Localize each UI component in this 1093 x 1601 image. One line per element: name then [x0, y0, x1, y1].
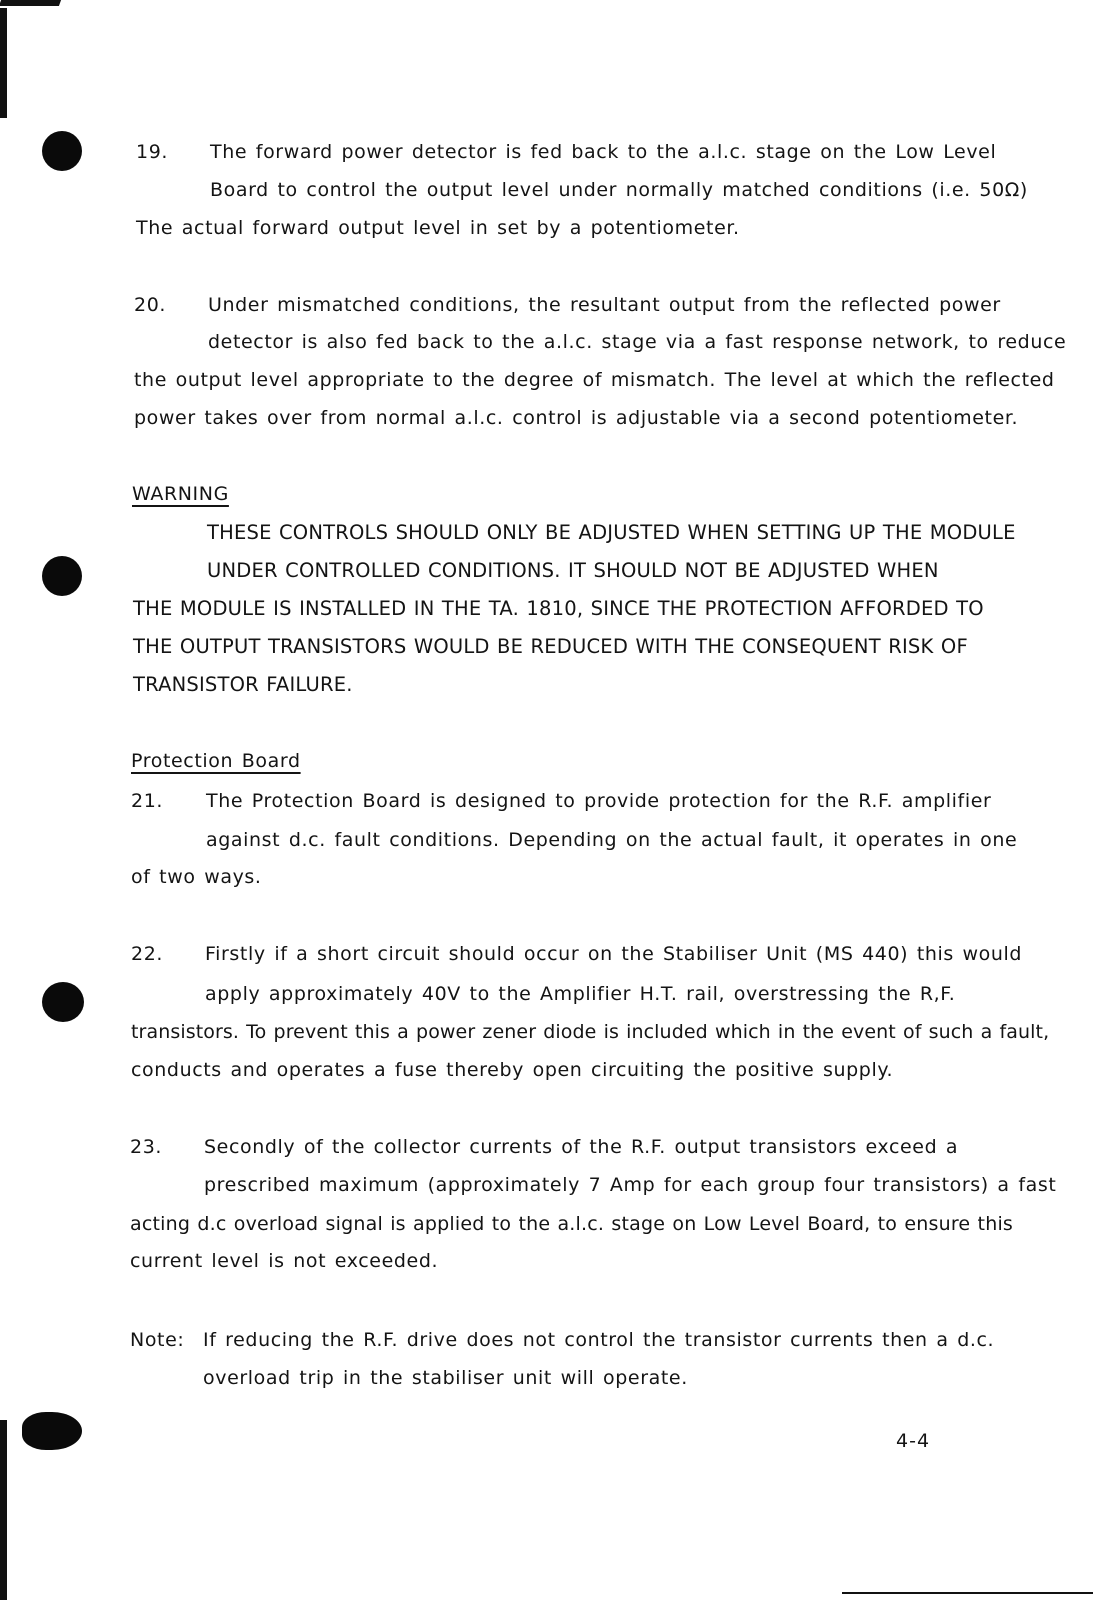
- paragraph-23-line-3: acting d.c overload signal is applied to the a.l.c. stage on Low Level Board, to ensure this: [130, 1213, 1014, 1235]
- warning-heading: WARNING: [132, 483, 229, 505]
- binder-hole-4: [22, 1412, 82, 1450]
- paragraph-21-line-2: against d.c. fault conditions. Depending on the actual fault, it operates in one: [206, 829, 1018, 851]
- note-line-1: If reducing the R.F. drive does not control the transistor currents then a d.c.: [203, 1329, 995, 1351]
- warning-line-2: UNDER CONTROLLED CONDITIONS. IT SHOULD NOT BE ADJUSTED WHEN: [207, 559, 939, 582]
- paragraph-number-19: 19.: [136, 141, 169, 163]
- note-line-2: overload trip in the stabiliser unit will operate.: [203, 1367, 688, 1389]
- paragraph-20-line-2: detector is also fed back to the a.l.c. stage via a fast response network, to reduce: [208, 331, 1067, 353]
- page-edge-left-bottom: [0, 1420, 7, 1600]
- paragraph-number-23: 23.: [130, 1136, 163, 1158]
- binder-hole-1: [42, 131, 82, 171]
- paragraph-20-line-4: power takes over from normal a.l.c. control is adjustable via a second potentiometer.: [134, 407, 1019, 429]
- paragraph-22-line-1: Firstly if a short circuit should occur on the Stabiliser Unit (MS 440) this would: [205, 943, 1023, 965]
- paragraph-22-line-2: apply approximately 40V to the Amplifier H.T. rail, overstressing the R,F.: [205, 983, 956, 1005]
- paragraph-23-line-2: prescribed maximum (approximately 7 Amp for each group four transistors) a fast: [204, 1174, 1057, 1196]
- paragraph-22-line-3: transistors. To prevent this a power zener diode is included which in the event of such a fault,: [131, 1021, 1050, 1043]
- page-number: 4-4: [896, 1430, 931, 1452]
- note-label: Note:: [130, 1329, 185, 1351]
- paragraph-20-line-3: the output level appropriate to the degree of mismatch. The level at which the reflected: [134, 369, 1055, 391]
- paragraph-19-line-2: Board to control the output level under normally matched conditions (i.e. 50Ω): [210, 179, 1028, 201]
- paragraph-22-line-4: conducts and operates a fuse thereby open circuiting the positive supply.: [131, 1059, 894, 1081]
- warning-line-4: THE OUTPUT TRANSISTORS WOULD BE REDUCED WITH THE CONSEQUENT RISK OF: [133, 635, 968, 658]
- page-edge-top: [0, 0, 61, 6]
- binder-hole-2: [42, 556, 82, 596]
- page-edge-bottom: [842, 1592, 1093, 1594]
- protection-board-heading: Protection Board: [131, 750, 301, 772]
- paragraph-21-line-1: The Protection Board is designed to provide protection for the R.F. amplifier: [206, 790, 992, 812]
- paragraph-20-line-1: Under mismatched conditions, the resultant output from the reflected power: [208, 294, 1001, 316]
- warning-line-3: THE MODULE IS INSTALLED IN THE TA. 1810, SINCE THE PROTECTION AFFORDED TO: [133, 597, 984, 620]
- page-edge-left: [0, 8, 7, 118]
- paragraph-23-line-4: current level is not exceeded.: [130, 1250, 439, 1272]
- paragraph-23-line-1: Secondly of the collector currents of the R.F. output transistors exceed a: [204, 1136, 959, 1158]
- warning-line-5: TRANSISTOR FAILURE.: [133, 673, 353, 696]
- paragraph-21-line-3: of two ways.: [131, 866, 262, 888]
- paragraph-19-line-3: The actual forward output level in set by a potentiometer.: [136, 217, 740, 239]
- warning-line-1: THESE CONTROLS SHOULD ONLY BE ADJUSTED WHEN SETTING UP THE MODULE: [207, 521, 1016, 544]
- paragraph-number-22: 22.: [131, 943, 164, 965]
- paragraph-number-21: 21.: [131, 790, 164, 812]
- paragraph-19-line-1: The forward power detector is fed back to the a.l.c. stage on the Low Level: [210, 141, 997, 163]
- binder-hole-3: [42, 982, 84, 1022]
- paragraph-number-20: 20.: [134, 294, 167, 316]
